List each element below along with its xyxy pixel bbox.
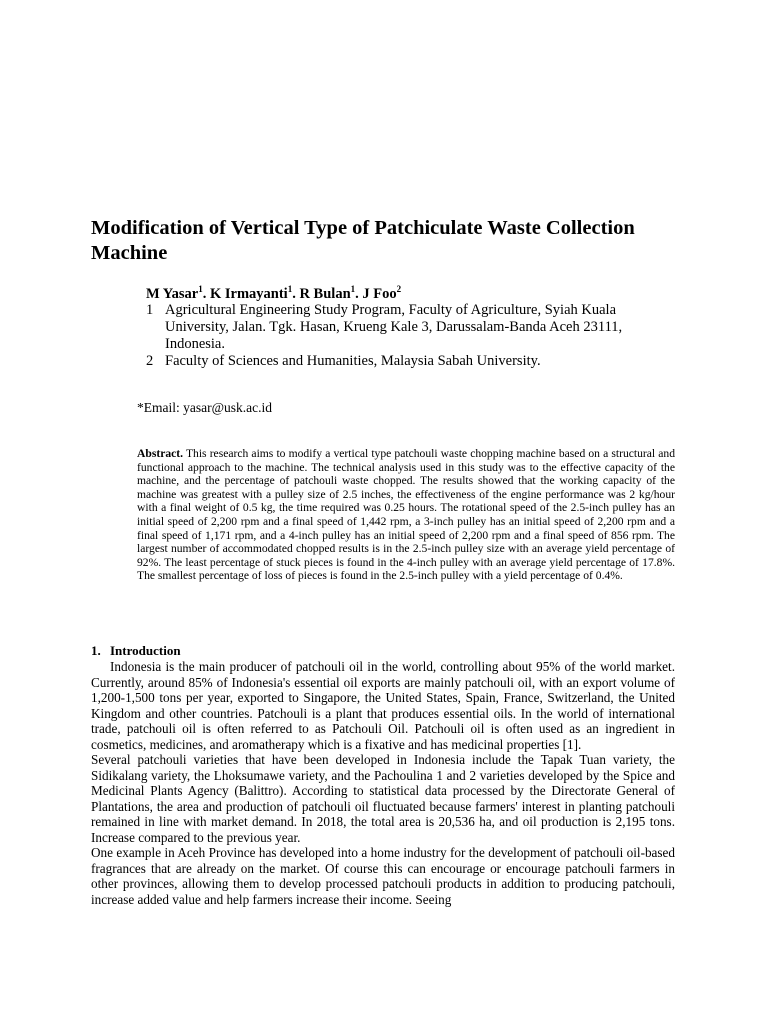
- corresponding-email: *Email: yasar@usk.ac.id: [137, 400, 273, 415]
- author-name: R Bulan: [299, 286, 351, 302]
- author-affiliation-mark: 1: [350, 284, 356, 295]
- author-list: [146, 285, 401, 303]
- author-separator: .: [202, 286, 210, 302]
- section-title: Introduction: [110, 643, 181, 658]
- abstract-label: Abstract.: [137, 447, 184, 460]
- author-name: J Foo: [362, 286, 397, 302]
- affiliation-item: [146, 353, 666, 370]
- affiliation-item: [146, 302, 666, 353]
- author-affiliation-mark: 1: [287, 284, 293, 295]
- abstract-text: This research aims to modify a vertical type patchouli waste chopping machine based on a structural and functional approach to the machine. The technical analysis used in this study was to the effective capacity of the machine, and the percentage of patchouli waste chopped. The results showed that the working capacity of the machine was greatest with a pulley size of 2.5 inches, the effectiveness of the engine performance was 2 kg/hour with a final weight of 0.5 kg, the time required was 0.25 hours. The rotational speed of the 2.5-inch pulley has an initial speed of 2,200 rpm and a final speed of 1,442 rpm, a 3-inch pulley has an initial speed of 2,200 rpm and a final speed of 1,171 rpm, and a 4-inch pulley has an initial speed of 2,200 rpm and a final speed of 856 rpm. The largest number of accommodated chopped results is in the 2.5-inch pulley size with an average yield percentage of 92%. The least percentage of stuck pieces is found in the 4-inch pulley with an average yield percentage of 17.8%. The smallest percentage of loss of pieces is found in the 2.5-inch pulley with a yield percentage of 0.4%.: [137, 447, 675, 583]
- section-body: [91, 659, 675, 907]
- affiliation-text: Agricultural Engineering Study Program, Faculty of Agriculture, Syiah Kuala University, Jalan. Tgk. Hasan, Krueng Kale 3, Darussalam-Banda Aceh 23111, Indonesia.: [165, 302, 623, 352]
- author-separator: .: [292, 286, 300, 302]
- body-paragraph: Several patchouli varieties that have been developed in Indonesia include the Tapak Tuan variety, the Sidikalang variety, the Lhoksumawe variety, and the Pachoulina 1 and 2 varieties developed by the Spice and Medicinal Plants Agency (Balittro). According to statistical data processed by the Directorate General of Plantations, the area and production of patchouli oil fluctuated because farmers' interest in planting patchouli remained in line with market demand. In 2018, the total area is 20,536 ha, and oil production is 2,195 tons. Increase compared to the previous year.: [91, 752, 675, 845]
- author-affiliation-mark: 1: [198, 284, 203, 295]
- body-paragraph: One example in Aceh Province has developed into a home industry for the development of patchouli oil-based fragrances that are already on the market. Of course this can encourage or encourage patchouli farmers in other provinces, allowing them to develop processed patchouli products in addition to producing patchouli, increase added value and help farmers increase their income. Seeing: [91, 845, 675, 907]
- author-name: M Yasar: [146, 286, 199, 302]
- affiliation-number: 1: [146, 302, 154, 318]
- affiliation-number: 2: [146, 353, 154, 369]
- author-separator: .: [355, 286, 363, 302]
- author-name: K Irmayanti: [209, 286, 288, 302]
- body-paragraph: Indonesia is the main producer of patchouli oil in the world, controlling about 95% of the world market. Currently, around 85% of Indonesia's essential oil exports are mainly patchouli oil, with an export volume of 1,200-1,500 tons per year, exported to Singapore, the United States, Spain, France, Switzerland, the United Kingdom and other countries. Patchouli is a plant that produces essential oils. In the world of international trade, patchouli oil is often referred to as Patchouli Oil. Patchouli oil is often used as an ingredient in cosmetics, medicines, and aromatherapy which is a fixative and has medicinal properties [1].: [91, 659, 675, 752]
- affiliation-text: Faculty of Sciences and Humanities, Malaysia Sabah University.: [165, 353, 541, 369]
- paper-title: Modification of Vertical Type of Patchiculate Waste Collection Machine: [91, 217, 635, 264]
- section-heading: [91, 643, 181, 659]
- abstract: [137, 447, 675, 583]
- section-number: 1.: [91, 643, 101, 658]
- author-affiliation-mark: 2: [396, 284, 402, 295]
